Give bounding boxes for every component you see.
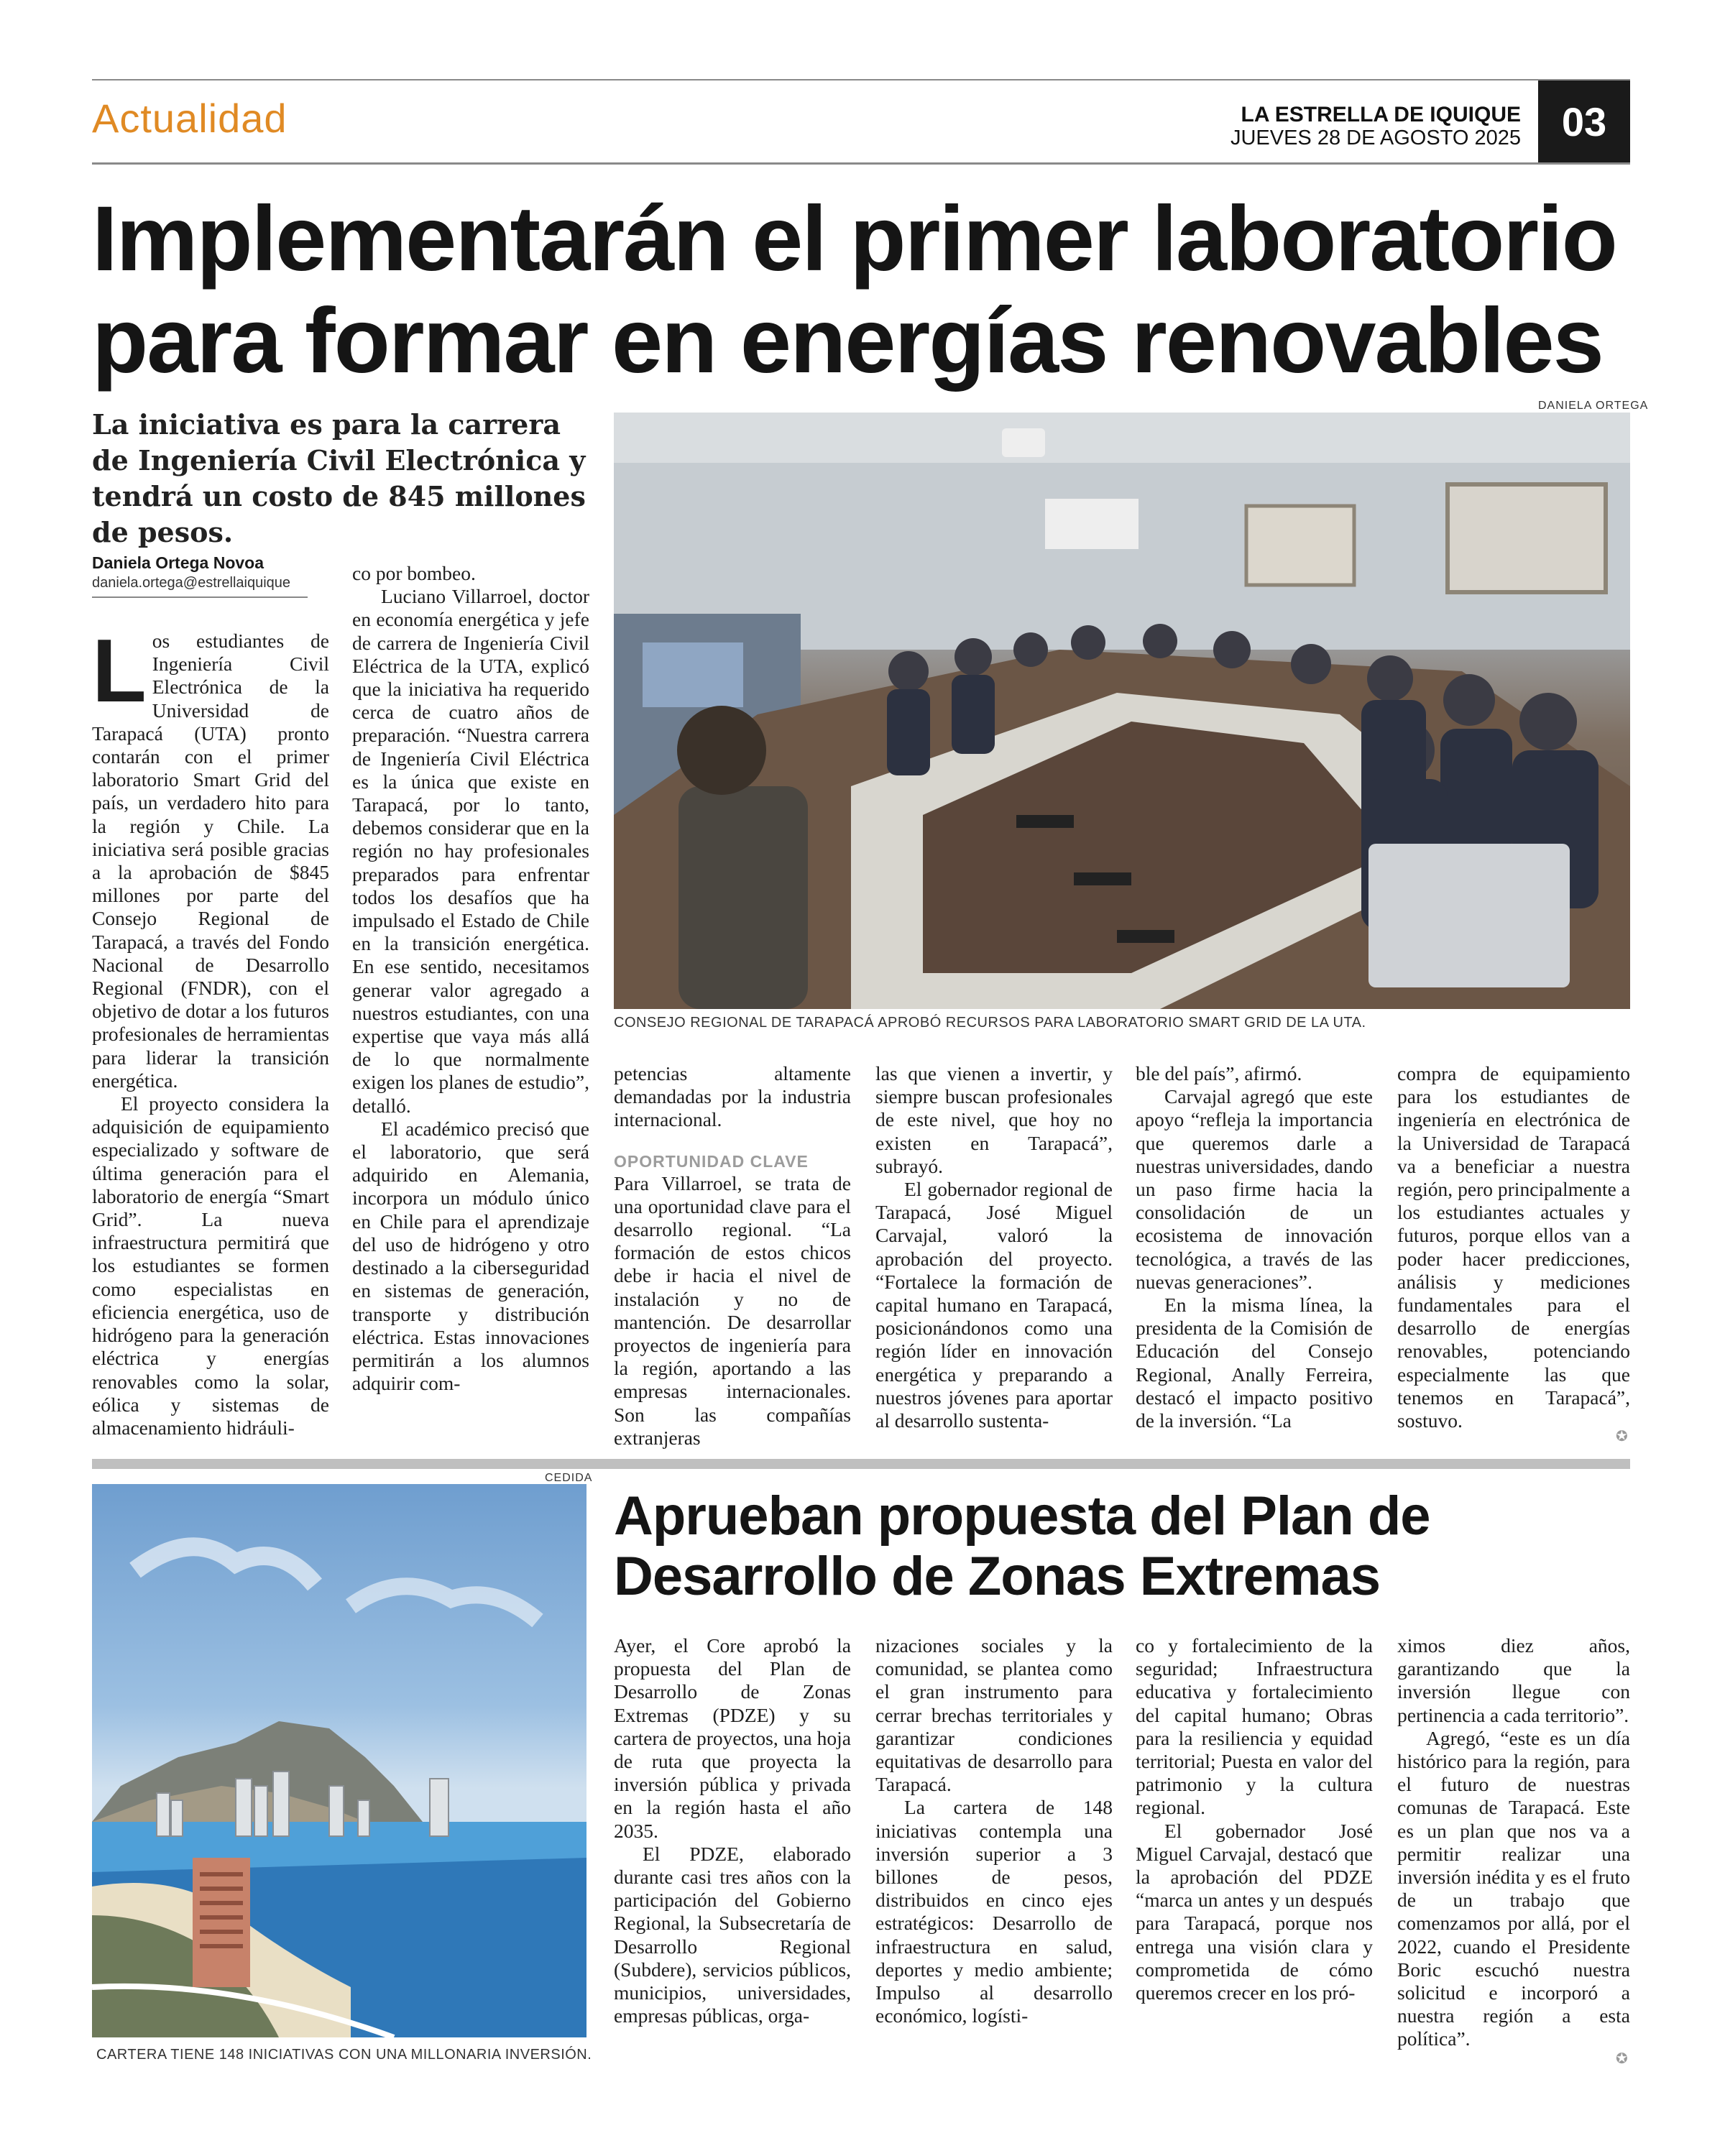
photo-credit: DANIELA ORTEGA (1538, 400, 1649, 412)
paragraph: Carvajal agregó que este apoyo “refleja la importancia que queremos darle a nuestras universidades, dando un paso firme hacia la consolidación de un ecosistema de innovación tecnológica, a través de las nuevas generaciones”. (1136, 1085, 1373, 1293)
paragraph: petencias altamente demandadas por la industria internacional. (614, 1062, 851, 1131)
author-name: Daniela Ortega Novoa (92, 553, 264, 572)
headline2-line-2: Desarrollo de Zonas Extremas (614, 1546, 1380, 1607)
paragraph: En la misma línea, la presidenta de la Comisión de Educación del Consejo Regional, Anally Ferreira, destacó el impacto positivo de la inversión. “La (1136, 1294, 1373, 1432)
photo-credit-2: CEDIDA (545, 1472, 593, 1484)
paragraph: Los estudiantes de Ingeniería Civil Electrónica de la Universidad de Tarapacá (UTA) pronto contarán con el primer laboratorio Smart Grid del país, un verdadero hito para la región y Chile. La iniciativa será posible gracias a la aprobación de $845 millones por parte del Consejo Regional de Tarapacá, a través del Fondo Nacional de Desarrollo Regional (FNDR), con el objetivo de dotar a los futuros profesionales de herramientas para liderar la transición energética. (92, 622, 329, 1092)
article2-column-4 (1397, 1634, 1630, 2051)
paragraph: ximos diez años, garantizando que la inversión llegue con pertinencia a cada territorio”. (1397, 1634, 1630, 1726)
coastline-photo (92, 1484, 586, 2037)
issue-date: JUEVES 28 DE AGOSTO 2025 (1230, 126, 1521, 149)
author-email: daniela.ortega@estrellaiquique (92, 575, 291, 591)
header-bottom-rule (92, 162, 1630, 165)
article-column-3 (614, 1062, 851, 1450)
paragraph: nizaciones sociales y la comunidad, se plantea como el gran instrumento para cerrar brechas territoriales y garantizar condiciones equitativas de desarrollo para Tarapacá. (875, 1634, 1113, 1796)
coastline-illustration (92, 1484, 586, 2037)
article2-column-2 (875, 1634, 1113, 2027)
article-column-6 (1397, 1062, 1630, 1432)
paragraph: El gobernador regional de Tarapacá, José Miguel Carvajal, valoró la aprobación del proyecto. “Fortalece la formación de capital humano en Tarapacá, posicionándonos como una región líder en innovación energética y preparando a nuestros jóvenes para aportar al desarrollo sustenta- (875, 1178, 1113, 1432)
newspaper-info (1230, 103, 1521, 149)
newspaper-name: LA ESTRELLA DE IQUIQUE (1241, 103, 1521, 126)
article-headline-2 (614, 1486, 1630, 1607)
page-number: 03 (1538, 80, 1630, 162)
article2-column-1 (614, 1634, 851, 2027)
photo-caption-2: CARTERA TIENE 148 INICIATIVAS CON UNA MILLONARIA INVERSIÓN. (96, 2047, 592, 2063)
header-top-rule (92, 79, 1630, 80)
paragraph: El gobernador José Miguel Carvajal, destacó que la aprobación del PDZE “marca un antes y un después para Tarapacá, porque nos entrega una visión clara y comprometida de cómo queremos crecer en los pró- (1136, 1819, 1373, 2004)
paragraph: co por bombeo. (352, 562, 476, 584)
headline2-line-1: Aprueban propuesta del Plan de (614, 1485, 1430, 1547)
paragraph: compra de equipamiento para los estudiantes de ingeniería en electrónica de la Universidad de Tarapacá va a beneficiar a nuestra región, pero principalmente a los estudiantes actuales y futuros, porque ellos van a poder hacer predicciones, análisis y mediciones fundamentales para el desarrollo de energías renovables, potenciando especialmente las que tenemos en Tarapacá”, sostuvo. (1397, 1062, 1630, 1432)
subheading: OPORTUNIDAD CLAVE (614, 1151, 809, 1171)
article-headline (92, 188, 1630, 392)
paragraph: ble del país”, afirmó. (1136, 1062, 1302, 1084)
paragraph: Agregó, “este es un día histórico para la región, para el futuro de nuestras comunas de Tarapacá. Este es un plan que nos va a permitir realizar una inversión inédita y es el fruto de un trabajo que comenzamos por allá, por el 2022, cuando el Presidente Boric escuchó nuestra solicitud e incorporó a nuestra región a esta política”. (1397, 1726, 1630, 2050)
photo-caption: CONSEJO REGIONAL DE TARAPACÁ APROBÓ RECURSOS PARA LABORATORIO SMART GRID DE LA UTA. (614, 1015, 1366, 1031)
article2-column-3 (1136, 1634, 1373, 2004)
headline-line-1: Implementarán el primer laboratorio (92, 188, 1616, 290)
byline (92, 552, 308, 592)
paragraph: las que vienen a invertir, y siempre buscan profesionales de este nivel, que hoy no existen en Tarapacá”, subrayó. (875, 1062, 1113, 1177)
paragraph: Luciano Villarroel, doctor en economía energética y jefe de carrera de Ingeniería Civil Eléctrica de la UTA, explicó que la iniciativa ha requerido cerca de cuatro años de preparación. “Nuestra carrera de Ingeniería Civil Eléctrica es la única que existe en Tarapacá, por lo tanto, debemos considerar que en la región no hay profesionales preparados para enfrentar todos los desafíos que ha impulsado el Estado de Chile en la transición energética. En ese sentido, necesitamos generar valor agregado a nuestros estudiantes, con una expertise que vaya más allá de lo que normalmente exigen los planes de estudio”, detalló. (352, 585, 589, 1117)
paragraph: La cartera de 148 iniciativas contempla una inversión superior a 3 billones de pesos, distribuidos en cinco ejes estratégicos: Desarrollo de infraestructura en salud, deportes y medio ambiente; Impulso al desarrollo económico, logísti- (875, 1796, 1113, 2027)
paragraph: Para Villarroel, se trata de una oportunidad clave para el desarrollo regional. “La formación de estos chicos debe ir hacia el nivel de instalación y no de mantención. De desarrollar proyectos de ingeniería para la región, aportando a las empresas internacionales. Son las compañías extranjeras (614, 1171, 851, 1449)
paragraph: El proyecto considera la adquisición de equipamiento especializado y software de última generación para el laboratorio de energía “Smart Grid”. La nueva infraestructura permitirá que los estudiantes se formen como especialistas en eficiencia energética, uso de hidrógeno para la generación eléctrica y energías renovables como la solar, eólica y sistemas de almacenamiento hidráuli- (92, 1092, 329, 1439)
end-mark-icon: ✪ (1616, 2050, 1628, 2067)
council-meeting-illustration (614, 413, 1630, 1009)
article-column-4 (875, 1062, 1113, 1432)
article-column-1 (92, 622, 329, 1439)
paragraph: El académico precisó que el laboratorio, que será adquirido en Alemania, incorpora un módulo único en Chile para el aprendizaje del uso de hidrógeno y otro destinado a la ciberseguridad en sistemas de generación, transporte y distribución eléctrica. Estas innovaciones permitirán a los alumnos adquirir com- (352, 1117, 589, 1395)
byline-rule (92, 596, 308, 598)
drop-cap: L (92, 622, 147, 721)
paragraph: El PDZE, elaborado durante casi tres años con la participación del Gobierno Regional, la Subsecretaría de Desarrollo Regional (Subdere), servicios públicos, municipios, universidades, empresas públicas, orga- (614, 1842, 851, 2027)
paragraph: co y fortalecimiento de la seguridad; Infraestructura educativa y fortalecimiento del capital humano; Obras para la resiliencia y equidad territorial; Puesta en valor del patrimonio y la cultura regional. (1136, 1634, 1373, 1819)
council-meeting-photo (614, 413, 1630, 1009)
headline-line-2: para formar en energías renovables (92, 290, 1603, 392)
section-divider (92, 1459, 1630, 1469)
section-label: Actualidad (92, 96, 288, 141)
article-column-5 (1136, 1062, 1373, 1432)
paragraph: Ayer, el Core aprobó la propuesta del Plan de Desarrollo de Zonas Extremas (PDZE) y su cartera de proyectos, una hoja de ruta que proyecta la inversión pública y privada en la región hasta el año 2035. (614, 1634, 851, 1842)
article-deck: La iniciativa es para la carrera de Ingeniería Civil Electrónica y tendrá un costo de 845 millones de pesos. (92, 408, 586, 548)
article-column-2 (352, 562, 589, 1395)
end-mark-icon: ✪ (1616, 1427, 1628, 1445)
